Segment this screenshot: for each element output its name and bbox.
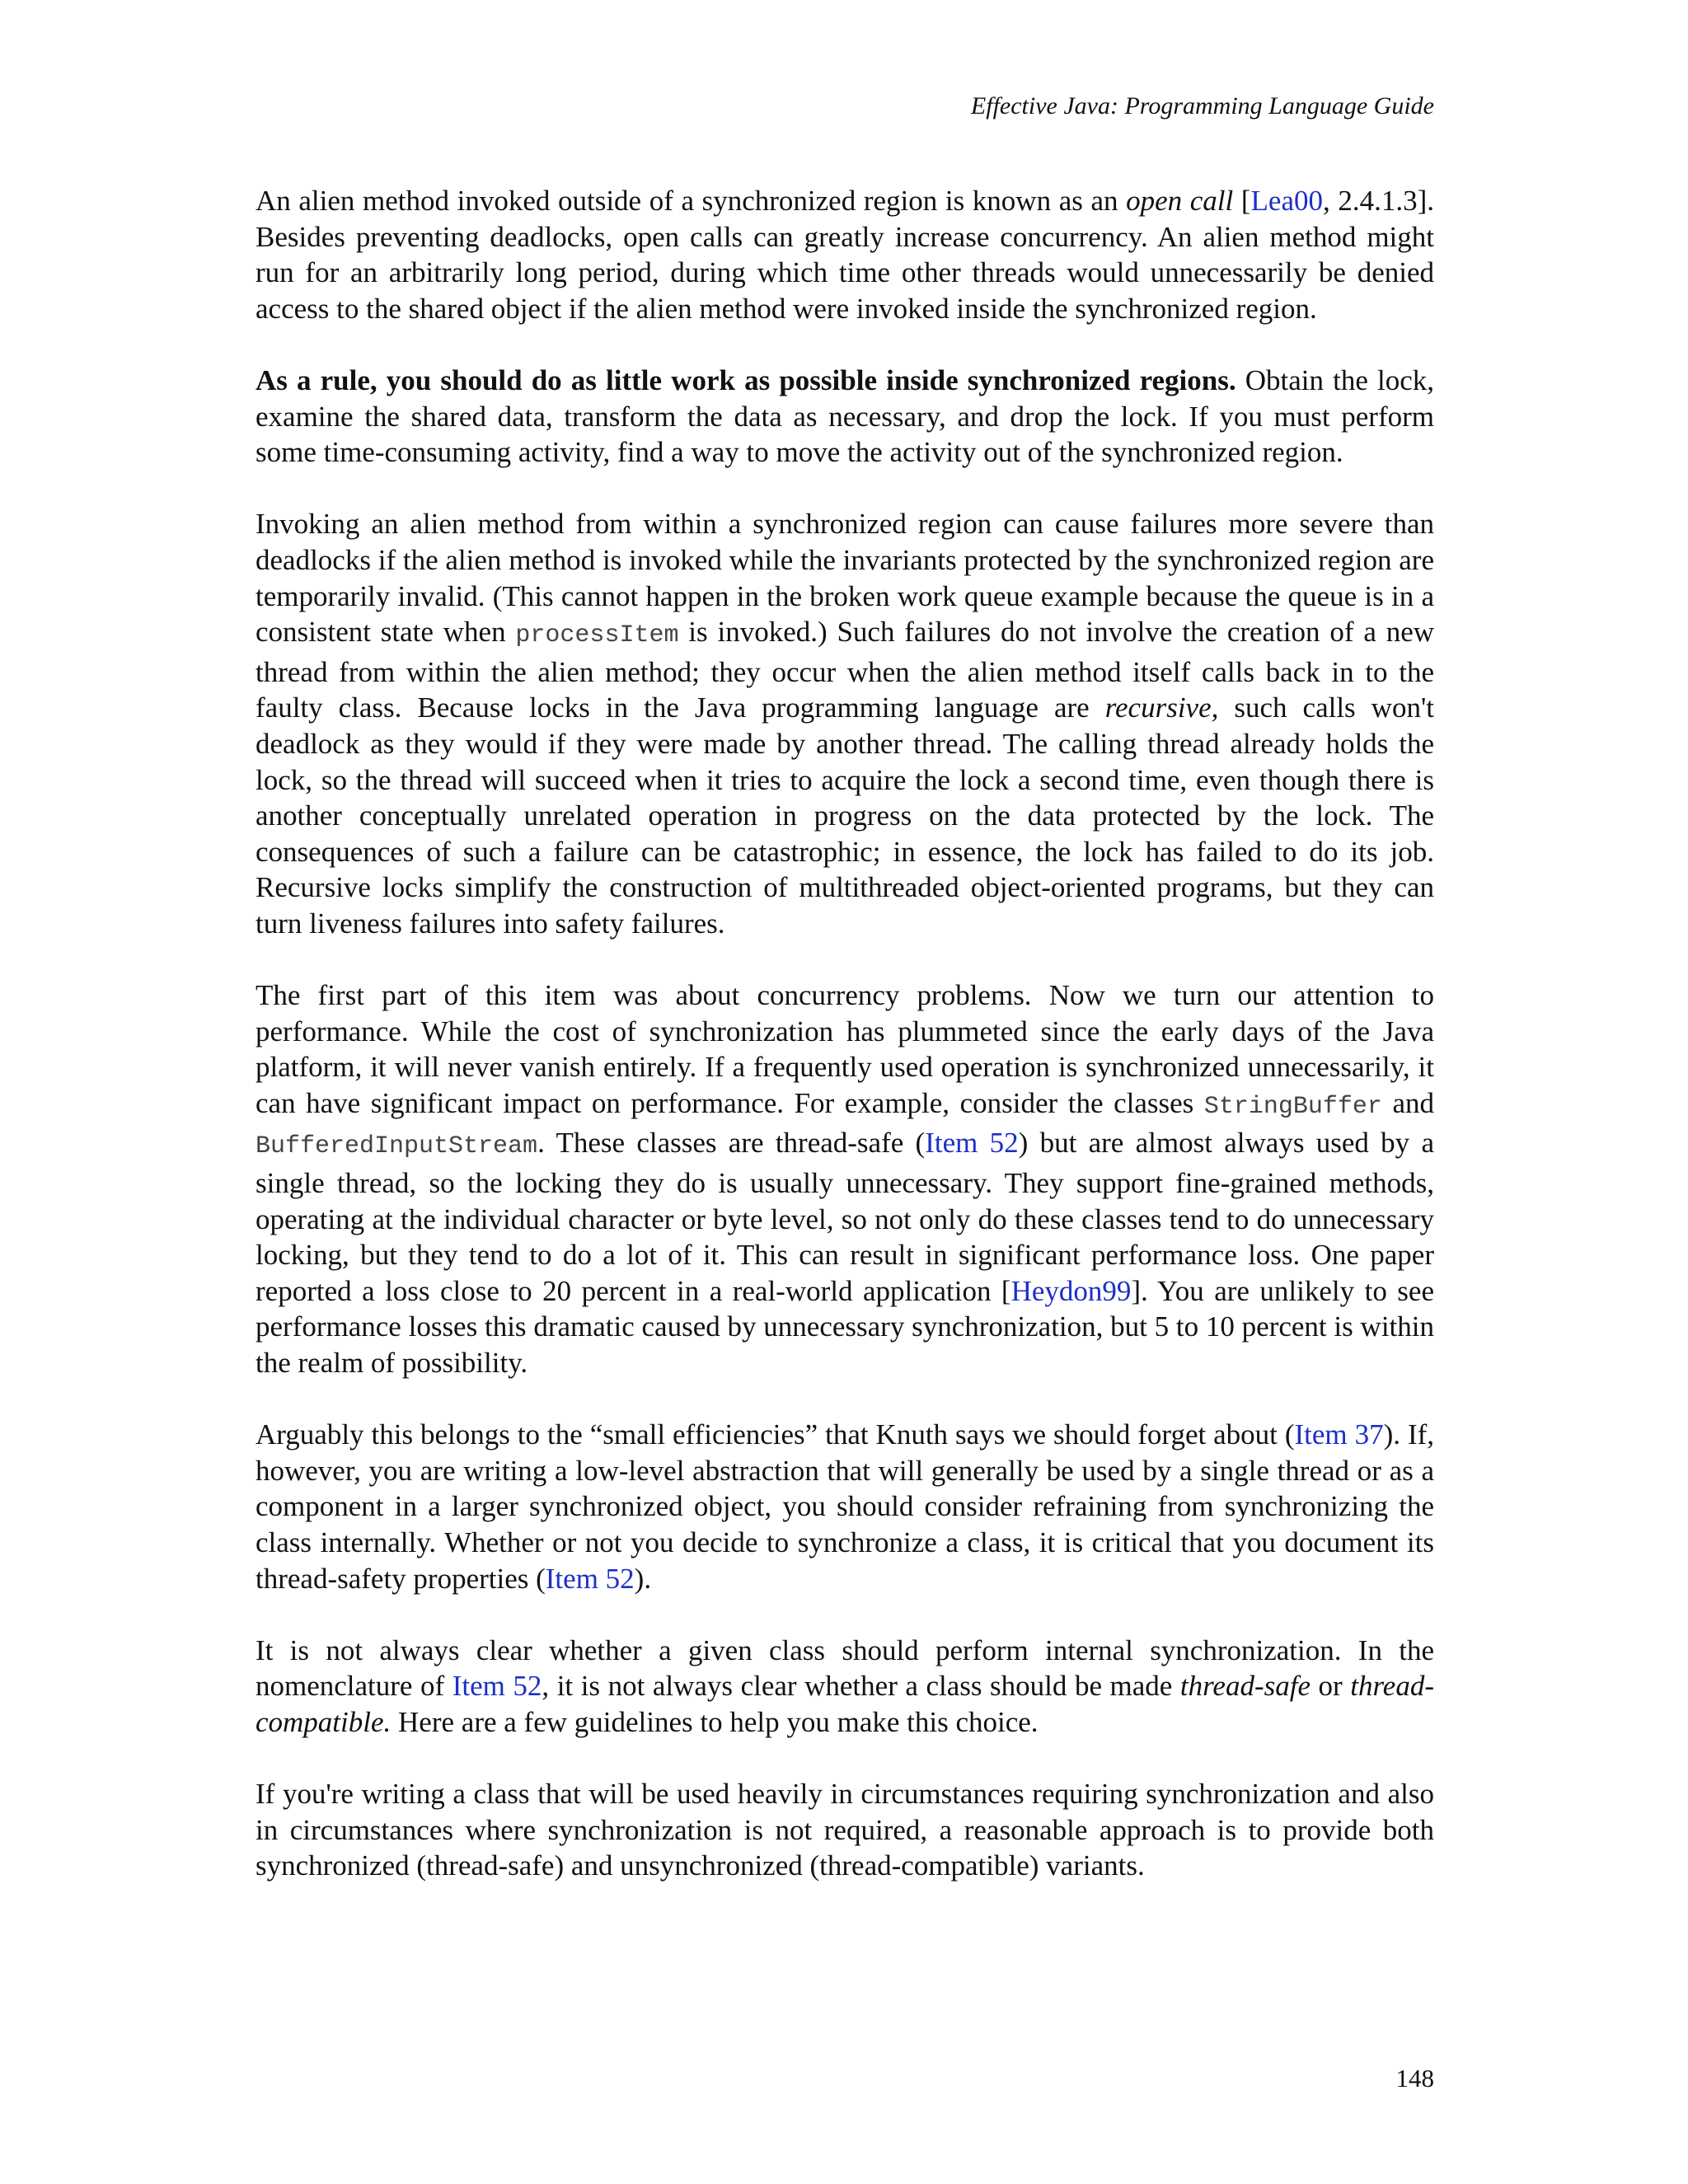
page-number: 148 [1395,2064,1434,2093]
paragraph-rule: As a rule, you should do as little work as possible inside synchronized regions. Obtain the lock, examine the shared data, transform the data as necessary, and drop the lock. If you must perform some time-consuming activity, find a way to move the activity out of the synchronized region. [256,363,1435,469]
item-52-link[interactable]: Item 52 [452,1670,542,1703]
paragraph-recursive-locks: Invoking an alien method from within a synchronized region can cause failures more severe than deadlocks if the alien method is invoked while the invariants protected by the synchronized region are temporarily invalid. (This cannot happen in the broken work queue example because the queue is in a consistent state when processItem is invoked.) Such failures do not involve the creation of a new thread from within the alien method; they occur when the alien method itself calls back in to the faulty class. Because locks in the Java programming language are recursive, such calls won't deadlock as they would if they were made by another thread. The calling thread already holds the lock, so the thread will succeed when it tries to acquire the lock a second time, even though there is another conceptually unrelated operation in progress on the data protected by the lock. The consequences of such a failure can be catastrophic; in essence, the lock has failed to do its job. Recursive locks simplify the construction of multithreaded object-oriented programs, but they can turn liveness failures into safety failures. [256,508,1435,940]
code-processItem: processItem [515,621,679,650]
code-StringBuffer: StringBuffer [1203,1092,1382,1121]
term-open-call: open call [1126,185,1234,217]
code-BufferedInputStream: BufferedInputStream [256,1132,538,1161]
term-thread-safe: thread-safe [1179,1670,1311,1703]
citation-link-heydon99[interactable]: Heydon99 [1010,1274,1132,1307]
paragraph-performance: The first part of this item was about concurrency problems. Now we turn our attention to performance. While the cost of synchronization has plummeted since the early days of the Java platform, it will never vanish entirely. If a frequently used operation is synchronized unnecessarily, it can have significant impact on performance. For example, consider the classes StringBuffer and BufferedInputStream. These classes are thread-safe (Item 52) but are almost always used by a single thread, so the locking they do is usually unnecessary. They support fine-grained methods, operating at the individual character or byte level, so not only do these classes tend to do unnecessary locking, but they tend to do a lot of it. This can result in significant performance loss. One paper reported a loss close to 20 percent in a real-world application [Heydon99]. You are unlikely to see performance losses this dramatic caused by unnecessary synchronization, but 5 to 10 percent is within the realm of possibility. [256,979,1434,1379]
paragraph-open-call: An alien method invoked outside of a synchronized region is known as an open call [Lea00, 2.4.1.3]. Besides preventing deadlocks, open calls can greatly increase concurrency. An alien method might run for an arbitrarily long period, during which time other threads would unnecessarily be denied access to the shared object if the alien method were invoked inside the synchronized region. [256,185,1435,325]
running-header: Effective Java: Programming Language Guide [970,92,1434,120]
item-37-link[interactable]: Item 37 [1294,1418,1384,1451]
paragraph-variants: If you're writing a class that will be used heavily in circumstances requiring synchronization and also in circumstances where synchronization is not required, a reasonable approach is to provide both synchronized (thread-safe) and unsynchronized (thread-compatible) variants. [256,1778,1434,1882]
body-text [256,183,1434,1884]
term-thread-compatible: thread-compatible. [256,1670,1434,1738]
term-recursive: recursive, [1104,691,1219,724]
paragraph-small-efficiencies: Arguably this belongs to the “small efficiencies” that Knuth says we should forget about (Item 37). If, however, you are writing a low-level abstraction that will generally be used by a single thread or as a component in a larger synchronized object, you should consider refraining from synchronizing the class internally. Whether or not you decide to synchronize a class, it is critical that you document its thread-safety properties (Item 52). [256,1418,1435,1595]
rule-statement: As a rule, you should do as little work as possible inside synchronized regions. [256,363,1236,396]
paragraph-guidelines-intro: It is not always clear whether a given class should perform internal synchronization. In the nomenclature of Item 52, it is not always clear whether a class should be made thread-safe or thread-compatible. Here are a few guidelines to help you make this choice. [256,1633,1434,1738]
citation-link-lea00[interactable]: Lea00 [1250,185,1323,217]
item-52-link[interactable]: Item 52 [925,1127,1019,1160]
item-52-link[interactable]: Item 52 [545,1562,635,1595]
